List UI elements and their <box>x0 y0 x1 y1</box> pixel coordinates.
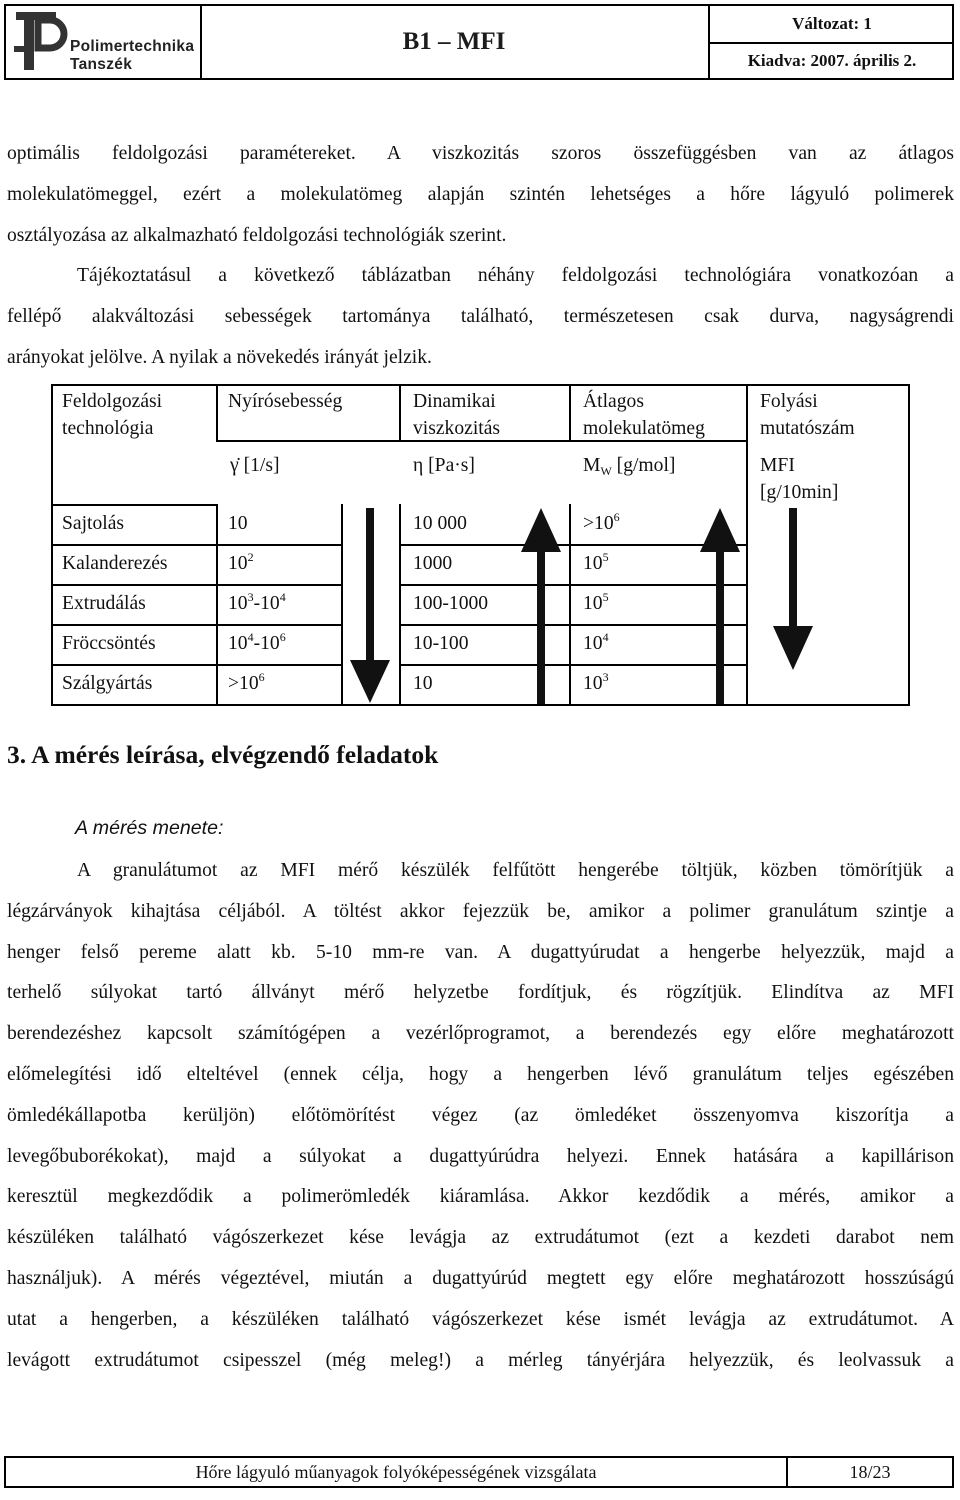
shear-rate-increase-arrow-icon <box>350 508 390 703</box>
text-line: terhelő súlyokat tartó állványt mérő helyzetbe fordítjuk, és rögzítjük. Elindítva az MFI <box>7 982 954 1004</box>
row-technology-name: Fröccsöntés <box>62 633 156 654</box>
row-viscosity: 100-1000 <box>413 593 489 614</box>
viscosity-increase-arrow-icon <box>521 508 561 704</box>
document-title: B1 – MFI <box>200 6 710 78</box>
text-line: optimális feldolgozási paramétereket. A viszkozitás szoros összefüggésben van az átlagos <box>7 143 954 164</box>
header-mfi: Folyási mutatószám <box>760 391 855 439</box>
row-technology-name: Sajtolás <box>62 513 125 534</box>
row-viscosity: 10-100 <box>413 633 469 654</box>
text-line: utat a hengerben, a készüléken található vágószerkezet kése ismét levágja az extrudátumot. A <box>7 1308 954 1330</box>
page-header <box>4 4 954 80</box>
row-technology-name: Kalanderezés <box>62 553 168 574</box>
text-line: használjuk). A mérés végeztével, miután a dugattyúrúd megtett egy előre meghatározott hosszúságú <box>7 1267 954 1289</box>
text-line: előmelegítési idő elteltével (ennek célja, hogy a hengerben lévő granulátum teljes egészében <box>7 1063 954 1085</box>
header-molecular-weight: Átlagos molekulatömeg <box>583 391 705 439</box>
text-line: keresztül megkezdődik a polimerömledék kiáramlása. Akkor kezdődik a mérés, amikor a <box>7 1186 954 1208</box>
text-line: molekulatömeggel, ezért a molekulatömeg alapján szintén lehetséges a hőre lágyuló polimerek <box>7 183 954 205</box>
molecular-weight-increase-arrow-icon <box>700 508 740 704</box>
text-line: berendezéshez kapcsolt számítógépen a vezérlőprogramot, a berendezés egy előre meghatározott <box>7 1023 954 1045</box>
row-viscosity: 1000 <box>413 553 453 574</box>
text-line: készüléken található vágószerkezet kése levágja az extrudátumot (ezt a kezdeti darabot nem <box>7 1227 954 1249</box>
unit-shear-rate: γ̇ [1/s] <box>230 455 280 476</box>
row-molecular-weight: $>10^6$ <box>583 510 620 534</box>
trend-arrows <box>51 384 910 706</box>
row-technology-name: Szálgyártás <box>62 673 153 694</box>
row-shear-rate: $10^3-10^4$ <box>228 590 286 614</box>
department-logo <box>6 6 202 78</box>
row-molecular-weight: $10^4$ <box>583 630 609 654</box>
logo-line-1: Polimertechnika <box>70 38 195 55</box>
version-label: Változat: 1 <box>792 14 872 33</box>
text-line: légzárványok kihajtása céljából. A töltést akkor fejezzük be, amikor a polimer granulátum szintje a <box>7 900 954 922</box>
text-line: Tájékoztatásul a következő táblázatban néhány feldolgozási technológiára vonatkozóan a <box>77 265 954 286</box>
row-shear-rate: $10^4-10^6$ <box>228 630 286 654</box>
unit-mfi: MFI [g/10min] <box>760 455 839 503</box>
footer-title: Hőre lágyuló műanyagok folyóképességének vizsgálata <box>6 1458 788 1486</box>
header-viscosity: Dinamikai viszkozitás <box>413 391 501 439</box>
issue-date-label: Kiadva: 2007. április 2. <box>710 42 954 78</box>
text-line: henger felső pereme alatt kb. 5-10 mm-re van. A dugattyúrudat a hengerbe helyezzük, majd a <box>7 941 954 963</box>
page-footer <box>4 1456 954 1488</box>
page-number: 18/23 <box>849 1461 891 1482</box>
row-molecular-weight: $10^5$ <box>583 590 609 614</box>
document-meta <box>710 6 954 78</box>
unit-viscosity: η [Pa·s] <box>413 455 475 476</box>
header-shear-rate: Nyírósebesség <box>228 391 343 412</box>
text-line: levegőbuborékokat), majd a súlyokat a dugattyúrúdra helyezi. Ennek hatására a kapillárison <box>7 1145 954 1167</box>
row-molecular-weight: $10^5$ <box>583 550 609 574</box>
text-line: ömledékállapotba kerüljön) előtömörítést végez (az ömledéket összenyomva kiszorítja a <box>7 1104 954 1126</box>
processing-technology-table <box>51 384 910 706</box>
row-viscosity: 10 <box>413 673 433 694</box>
subheading: A mérés menete: <box>75 817 224 839</box>
procedure-paragraph <box>7 851 954 1381</box>
mfi-increase-arrow-icon <box>773 508 813 670</box>
text-line: fellépő alakváltozási sebességek tartománya található, természetesen csak durva, nagyságrendi <box>7 305 954 327</box>
logo-line-2: Tanszék <box>70 56 133 73</box>
row-shear-rate: $10^2$ <box>228 550 254 574</box>
info-paragraph <box>7 256 954 378</box>
text-line: arányokat jelölve. A nyilak a növekedés irányát jelzik. <box>7 346 432 368</box>
text-line: levágott extrudátumot csipesszel (még meleg!) a mérleg tányérjára helyezzük, és leolvassuk a <box>7 1349 954 1371</box>
row-molecular-weight: $10^3$ <box>583 670 609 694</box>
header-technology: Feldolgozási technológia <box>62 391 163 439</box>
row-shear-rate: $>10^6$ <box>228 670 265 694</box>
row-viscosity: 10 000 <box>413 513 467 534</box>
section-heading: 3. A mérés leírása, elvégzendő feladatok <box>7 740 439 769</box>
text-line: osztályozása az alkalmazható feldolgozási technológiák szerint. <box>7 224 507 246</box>
row-shear-rate: 10 <box>228 513 248 534</box>
text-line: A granulátumot az MFI mérő készülék felfűtött hengerébe töltjük, közben tömörítjük a <box>77 860 954 881</box>
intro-paragraph <box>7 134 954 256</box>
unit-molecular-weight: $M_W$ [g/mol] <box>583 455 676 478</box>
row-technology-name: Extrudálás <box>62 593 146 614</box>
